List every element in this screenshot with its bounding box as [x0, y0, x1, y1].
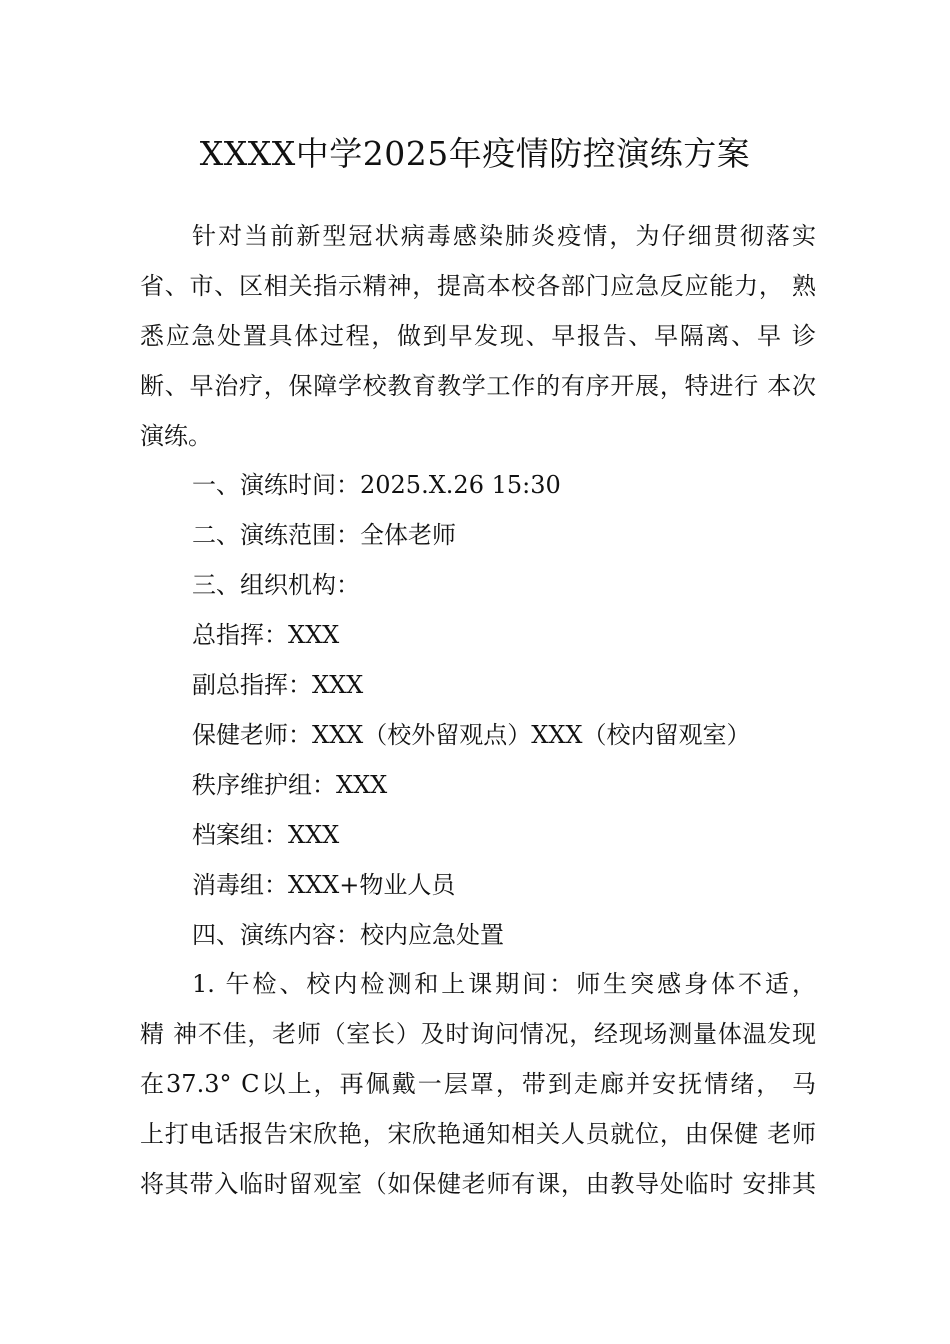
- role-commander: 总指挥：XXX: [192, 621, 340, 649]
- section-organization: 三、组织机构：: [192, 571, 360, 599]
- role-disinfection-group: 消毒组：XXX+物业人员: [192, 871, 456, 899]
- intro-line-3: 悉应急处置具体过程，做到早发现、早报告、早隔离、早 诊: [140, 322, 816, 350]
- intro-line-2: 省、市、区相关指示精神，提高本校各部门应急反应能力， 熟: [140, 272, 816, 300]
- item1-line-5: 将其带入临时留观室（如保健老师有课，由教导处临时 安排其: [140, 1170, 816, 1198]
- intro-line-5: 演练。: [140, 422, 212, 450]
- item1-line-2: 精 神不佳，老师（室长）及时询问情况，经现场测量体温发现: [140, 1020, 816, 1048]
- item1-line-1: 1. 午检、校内检测和上课期间：师生突感身体不适，: [192, 970, 816, 998]
- role-deputy-commander: 副总指挥：XXX: [192, 671, 364, 699]
- section-drill-time: 一、演练时间：2025.X.26 15:30: [192, 471, 561, 499]
- role-archive-group: 档案组：XXX: [192, 821, 340, 849]
- section-drill-scope: 二、演练范围：全体老师: [192, 521, 456, 549]
- item1-line-3: 在37.3° C以上，再佩戴一层罩，带到走廊并安抚情绪， 马: [140, 1070, 816, 1098]
- role-health-teacher: 保健老师：XXX（校外留观点）XXX（校内留观室）: [192, 721, 751, 749]
- item1-line-4: 上打电话报告宋欣艳，宋欣艳通知相关人员就位，由保健 老师: [140, 1120, 816, 1148]
- document-title: XXXX中学2025年疫情防控演练方案: [199, 134, 751, 173]
- role-order-group: 秩序维护组：XXX: [192, 771, 388, 799]
- section-drill-content: 四、演练内容：校内应急处置: [192, 921, 504, 949]
- intro-line-4: 断、早治疗，保障学校教育教学工作的有序开展，特进行 本次: [140, 372, 816, 400]
- intro-line-1: 针对当前新型冠状病毒感染肺炎疫情，为仔细贯彻落实: [192, 222, 816, 250]
